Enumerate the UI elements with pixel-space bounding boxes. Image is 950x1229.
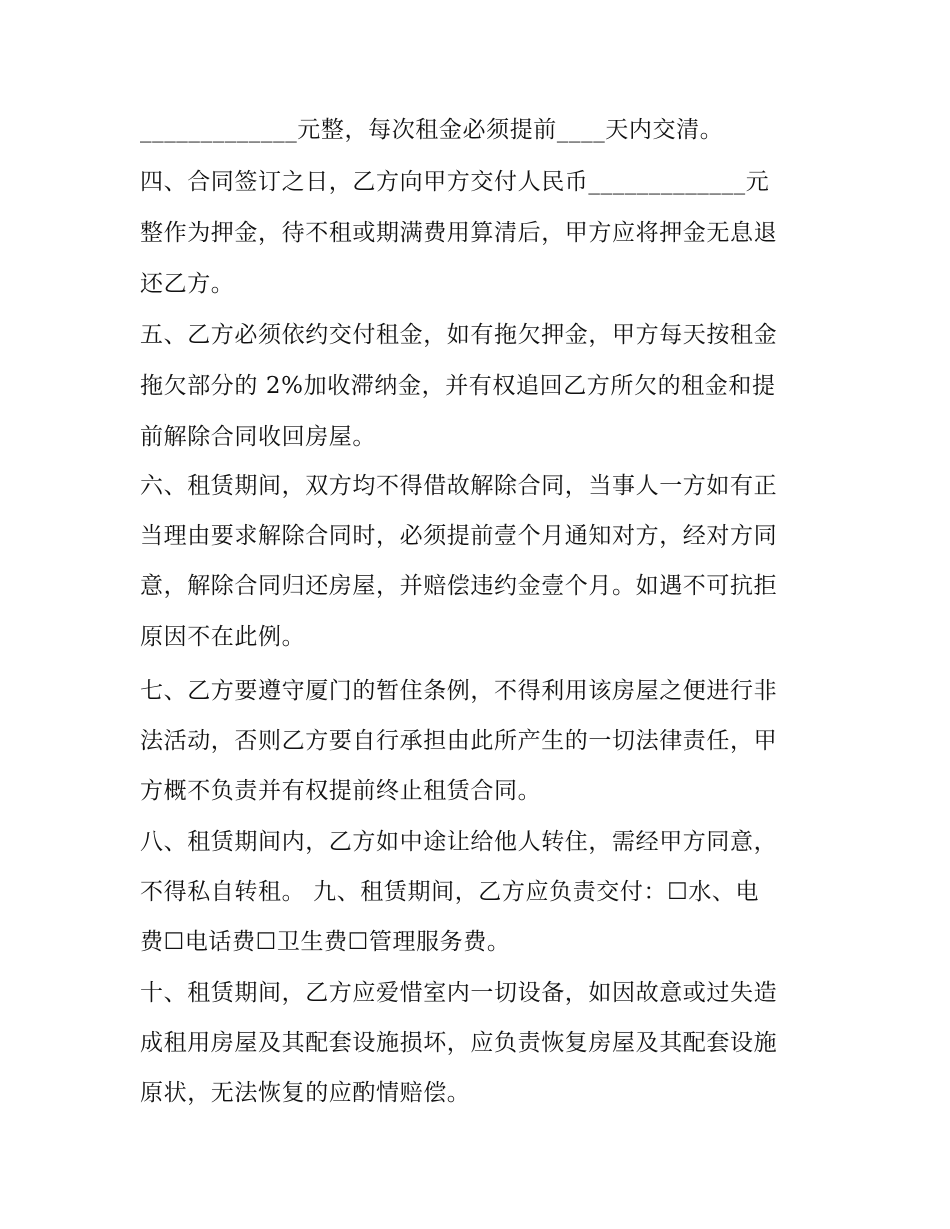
text-line: 前解除合同收回房屋。 bbox=[140, 424, 376, 450]
text-line: 意，解除合同归还房屋，并赔偿违约金壹个月。如遇不可抗拒 bbox=[140, 573, 778, 599]
text-line: 还乙方。 bbox=[140, 271, 235, 297]
text-line: 七、乙方要遵守厦门的暂住条例，不得利用该房屋之便进行非 bbox=[140, 678, 778, 704]
text-line: 五、乙方必须依约交付租金，如有拖欠押金，甲方每天按租金 bbox=[140, 322, 778, 348]
text-line: 成租用房屋及其配套设施损坏，应负责恢复房屋及其配套设施 bbox=[140, 1030, 778, 1056]
text-line: _____________元整，每次租金必须提前____天内交清。 bbox=[140, 117, 724, 143]
text-line: 原状，无法恢复的应酌情赔偿。 bbox=[140, 1080, 471, 1106]
text-line: 法活动，否则乙方要自行承担由此所产生的一切法律责任，甲 bbox=[140, 728, 778, 754]
text-line: 原因不在此例。 bbox=[140, 624, 306, 650]
text-line: 不得私自转租。 九、租赁期间，乙方应负责交付：☐水、电 bbox=[140, 879, 760, 905]
text-line: 拖欠部分的 2%加收滞纳金，并有权追回乙方所欠的租金和提 bbox=[140, 373, 776, 399]
text-line: 四、合同签订之日，乙方向甲方交付人民币_____________元 bbox=[140, 169, 770, 195]
text-line: 六、租赁期间，双方均不得借故解除合同，当事人一方如有正 bbox=[140, 473, 778, 499]
text-line: 十、租赁期间，乙方应爱惜室内一切设备，如因故意或过失造 bbox=[140, 980, 778, 1006]
text-line: 方概不负责并有权提前终止租赁合同。 bbox=[140, 778, 542, 804]
text-line: 费☐电话费☐卫生费☐管理服务费。 bbox=[140, 929, 511, 955]
text-line: 整作为押金，待不租或期满费用算清后，甲方应将押金无息退 bbox=[140, 220, 778, 246]
text-line: 当理由要求解除合同时，必须提前壹个月通知对方，经对方同 bbox=[140, 523, 778, 549]
text-line: 八、租赁期间内，乙方如中途让给他人转住，需经甲方同意， bbox=[140, 829, 778, 855]
